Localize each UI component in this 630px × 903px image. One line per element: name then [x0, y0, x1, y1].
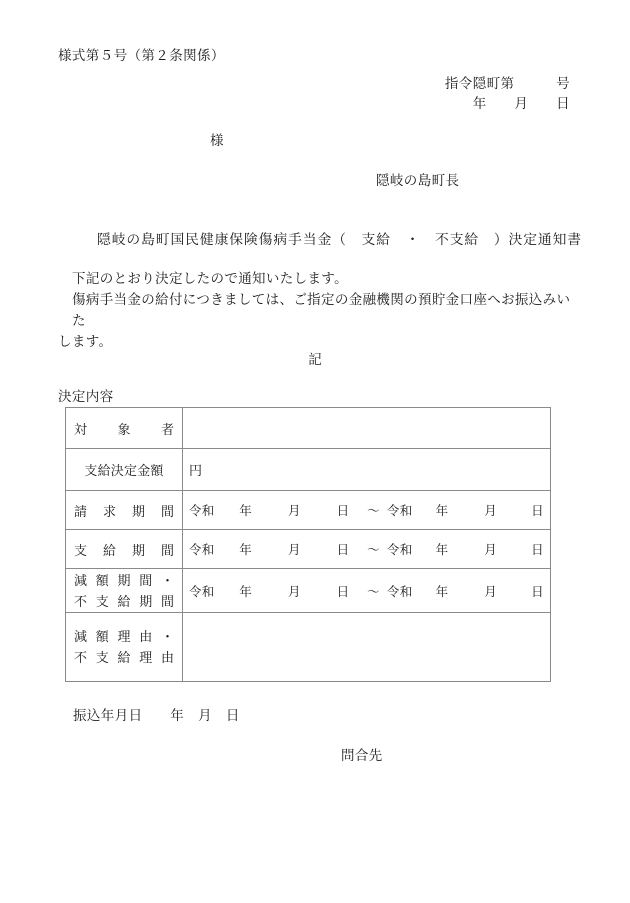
label-char: 給: [117, 593, 131, 609]
row-label-payment-period: [66, 530, 183, 569]
document-title: 隠岐の島町国民健康保険傷病手当金（ 支給 ・ 不支給 ）決定通知書: [97, 232, 582, 247]
label-char: 対: [74, 421, 88, 437]
year-start-label: 年: [239, 504, 253, 518]
day-start-label: 日: [336, 504, 350, 518]
row-value-reduction-reason[interactable]: [183, 613, 551, 682]
era-end-label: 令和: [386, 584, 413, 599]
year-end-label: 年: [435, 584, 449, 599]
row-label-reduction-period: [66, 569, 183, 613]
era-start-label: 令和: [189, 543, 215, 557]
label-char: 理: [139, 650, 153, 665]
addressee-honorific: 様: [210, 133, 224, 148]
day-end-label: 日: [531, 504, 544, 518]
table-row-payment-period: [66, 530, 551, 569]
day-start-label: 日: [336, 543, 350, 557]
label-char: 間: [160, 593, 174, 609]
era-start-label: 令和: [189, 504, 215, 518]
ki-mark: 記: [308, 352, 322, 367]
label-char: 減: [74, 572, 88, 588]
decision-table: [65, 407, 551, 682]
day-end-label: 日: [531, 584, 544, 599]
body-text: [58, 268, 582, 352]
label-char: ・: [160, 629, 174, 644]
table-caption: 決定内容: [58, 389, 114, 404]
year-start-label: 年: [239, 584, 253, 599]
period-separator: ～: [367, 584, 380, 599]
day-start-label: 日: [336, 584, 350, 599]
label-char: 減: [74, 629, 88, 644]
label-char: 期: [131, 542, 145, 558]
label-char: 支: [95, 593, 109, 609]
era-start-label: 令和: [189, 584, 215, 599]
label-char: 額: [95, 629, 109, 644]
label-char: 期: [117, 572, 131, 588]
label-char: 給: [102, 542, 116, 558]
month-end-label: 月: [484, 584, 498, 599]
table-row-reduction-period: [66, 569, 551, 613]
contact-label: 問合先: [341, 748, 383, 763]
label-char: 支給決定金額: [84, 463, 164, 478]
row-label-target-person: [66, 408, 183, 449]
body-line-2: 傷病手当金の給付につきましては、ご指定の金融機関の預貯金口座へお振込みいた: [72, 292, 571, 328]
month-end-label: 月: [484, 504, 498, 518]
label-char: ・: [160, 572, 174, 588]
label-char: 由: [139, 629, 153, 644]
label-char: 間: [160, 542, 174, 558]
label-char: 支: [95, 650, 109, 665]
period-separator: ～: [367, 543, 380, 557]
issuer-name: 隠岐の島町長: [376, 173, 460, 188]
transfer-date: 振込年月日 年 月 日: [73, 708, 240, 723]
row-value-payment-period[interactable]: [183, 530, 551, 569]
month-start-label: 月: [287, 584, 301, 599]
day-end-label: 日: [531, 543, 544, 557]
row-value-claim-period[interactable]: [183, 491, 551, 530]
label-char: 求: [102, 503, 116, 519]
label-char: 期: [139, 593, 153, 609]
label-char: 額: [95, 572, 109, 588]
label-char: 支: [74, 542, 88, 558]
period-separator: ～: [367, 504, 380, 518]
body-line-3: します。: [58, 334, 113, 349]
label-char: 不: [74, 593, 88, 609]
year-end-label: 年: [435, 504, 449, 518]
year-start-label: 年: [239, 543, 253, 557]
table-row-reduction-reason: [66, 613, 551, 682]
label-char: 者: [160, 421, 174, 437]
row-value-reduction-period[interactable]: [183, 569, 551, 613]
month-start-label: 月: [287, 543, 301, 557]
currency-unit: 円: [189, 463, 203, 478]
row-label-reduction-reason: [66, 613, 183, 682]
label-char: 間: [160, 503, 174, 519]
row-label-claim-period: [66, 491, 183, 530]
table-row-claim-period: [66, 491, 551, 530]
body-line-1: 下記のとおり決定したので通知いたします。: [72, 271, 348, 286]
month-end-label: 月: [484, 543, 498, 557]
label-char: 期: [131, 503, 145, 519]
label-char: 間: [139, 572, 153, 588]
label-char: 理: [117, 629, 131, 644]
document-number: 指令隠町第 号: [444, 76, 570, 91]
month-start-label: 月: [287, 504, 301, 518]
document-date: 年 月 日: [472, 96, 570, 111]
row-value-target-person[interactable]: [183, 408, 551, 449]
label-char: 不: [74, 650, 88, 665]
row-value-decided-amount[interactable]: [183, 449, 551, 491]
label-char: 請: [74, 503, 88, 519]
era-end-label: 令和: [386, 504, 413, 518]
row-label-decided-amount: [66, 449, 183, 491]
year-end-label: 年: [435, 543, 449, 557]
era-end-label: 令和: [386, 543, 413, 557]
label-char: 由: [160, 650, 174, 665]
table-row-decided-amount: [66, 449, 551, 491]
label-char: 給: [117, 650, 131, 665]
label-char: 象: [117, 421, 131, 437]
form-number: 様式第５号（第２条関係）: [58, 48, 225, 63]
table-row-target-person: [66, 408, 551, 449]
